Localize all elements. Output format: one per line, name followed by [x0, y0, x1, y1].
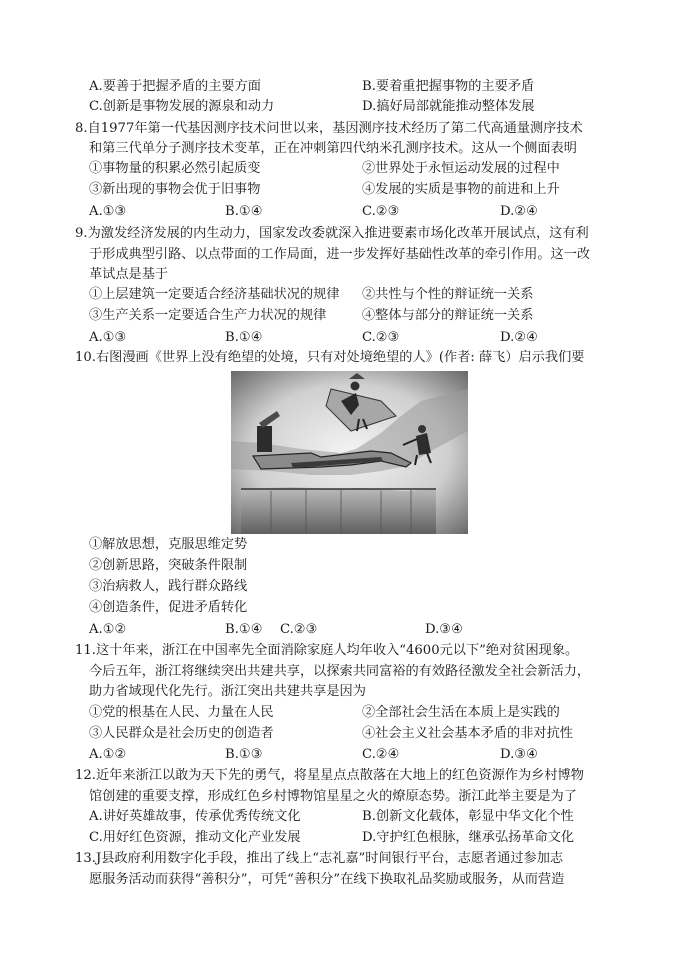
q11-statement-2: ②全部社会生活在本质上是实践的 [362, 705, 560, 720]
q7-option-c: C.创新是事物发展的源泉和动力 [89, 99, 275, 114]
q9-option-c: C.②③ [362, 330, 400, 345]
q11-statement-3: ③人民群众是社会历史的创造者 [89, 726, 274, 741]
q9-statement-4: ④整体与部分的辩证统一关系 [362, 308, 534, 323]
q8-statement-2: ②世界处于永恒运动发展的过程中 [362, 161, 560, 176]
q8-stem-line: 和第三代单分子测序技术变革，正在冲刺第四代纳米孔测序技术。这从一个侧面表明 [89, 141, 577, 156]
q11-option-c: C.②④ [362, 747, 400, 762]
q9-stem-line: 于形成典型引路、以点带面的工作局面，进一步发挥好基础性改革的牵引作用。这一改 [89, 247, 591, 262]
q11-option-d: D.③④ [500, 747, 538, 762]
q10-statement-3: ③治病救人，践行群众路线 [89, 579, 248, 594]
q8-option-c: C.②③ [362, 204, 400, 219]
q10-stem-line: 10.右图漫画《世界上没有绝望的处境，只有对处境绝望的人》(作者: 薛飞）启示我们要 [75, 350, 585, 365]
q11-statement-1: ①党的根基在人民、力量在人民 [89, 705, 274, 720]
q12-option-d: D.守护红色根脉，继承弘扬革命文化 [362, 830, 575, 845]
q8-stem-line: 8.自1977年第一代基因测序技术问世以来，基因测序技术经历了第二代高通量测序技术 [75, 121, 583, 136]
q7-option-d: D.搞好局部就能推动整体发展 [362, 99, 535, 114]
q8-option-d: D.②④ [500, 204, 538, 219]
q12-option-c: C.用好红色资源，推动文化产业发展 [89, 830, 301, 845]
q11-option-b: B.①③ [225, 747, 263, 762]
q10-option-c: C.②③ [280, 622, 318, 637]
q10-option-d: D.③④ [425, 622, 463, 637]
q9-option-b: B.①④ [225, 330, 263, 345]
q10-statement-4: ④创造条件，促进矛盾转化 [89, 600, 248, 615]
q11-stem-line: 今后五年，浙江将继续突出共建共享，以探索共同富裕的有效路径激发全社会新活力， [89, 664, 591, 679]
q10-statement-1: ①解放思想，克服思维定势 [89, 537, 248, 552]
q12-stem-line: 馆创建的重要支撑，形成红色乡村博物馆星星之火的燎原态势。浙江此举主要是为了 [89, 789, 577, 804]
q9-statement-3: ③生产关系一定要适合生产力状况的规律 [89, 308, 327, 323]
q10-option-a: A.①② [89, 622, 127, 637]
q10-statement-2: ②创新思路，突破条件限制 [89, 558, 248, 573]
q9-statement-2: ②共性与个性的辩证统一关系 [362, 287, 534, 302]
q9-statement-1: ①上层建筑一定要适合经济基础状况的规律 [89, 287, 340, 302]
q13-stem-line: 13.J县政府利用数字化手段，推出了线上“志礼嘉”时间银行平台，志愿者通过参加志 [75, 851, 564, 866]
cartoon-illustration [231, 371, 468, 534]
q12-option-a: A.讲好英雄故事，传承优秀传统文化 [89, 809, 301, 824]
q12-stem-line: 12.近年来浙江以敢为天下先的勇气，将星星点点散落在大地上的红色资源作为乡村博物 [75, 768, 584, 783]
q9-stem-line: 革试点是基于 [89, 267, 169, 282]
q7-option-b: B.要着重把握事物的主要矛盾 [362, 79, 535, 94]
q9-option-d: D.②④ [500, 330, 538, 345]
q13-stem-line: 愿服务活动而获得“善积分”，可凭“善积分”在线下换取礼品奖励或服务，从而营造 [89, 872, 565, 887]
q11-statement-4: ④社会主义社会基本矛盾的非对抗性 [362, 726, 573, 741]
q9-stem-line: 9.为激发经济发展的内生动力，国家发改委就深入推进要素市场化改革开展试点，这有利 [75, 226, 589, 241]
q11-option-a: A.①② [89, 747, 127, 762]
q11-stem-line: 11.这十年来，浙江在中国率先全面消除家庭人均年收入“4600元以下”绝对贫困现象。 [75, 643, 579, 658]
q8-statement-3: ③新出现的事物会优于旧事物 [89, 182, 261, 197]
q11-stem-line: 助力省域现代化先行。浙江突出共建共享是因为 [89, 684, 366, 699]
q8-option-b: B.①④ [225, 204, 263, 219]
q8-statement-1: ①事物量的积累必然引起质变 [89, 161, 261, 176]
q7-option-a: A.要善于把握矛盾的主要方面 [89, 79, 261, 94]
q9-option-a: A.①③ [89, 330, 127, 345]
q12-option-b: B.创新文化载体，彰显中华文化个性 [362, 809, 574, 824]
q8-option-a: A.①③ [89, 204, 127, 219]
q8-statement-4: ④发展的实质是事物的前进和上升 [362, 182, 560, 197]
q10-option-b: B.①④ [225, 622, 263, 637]
